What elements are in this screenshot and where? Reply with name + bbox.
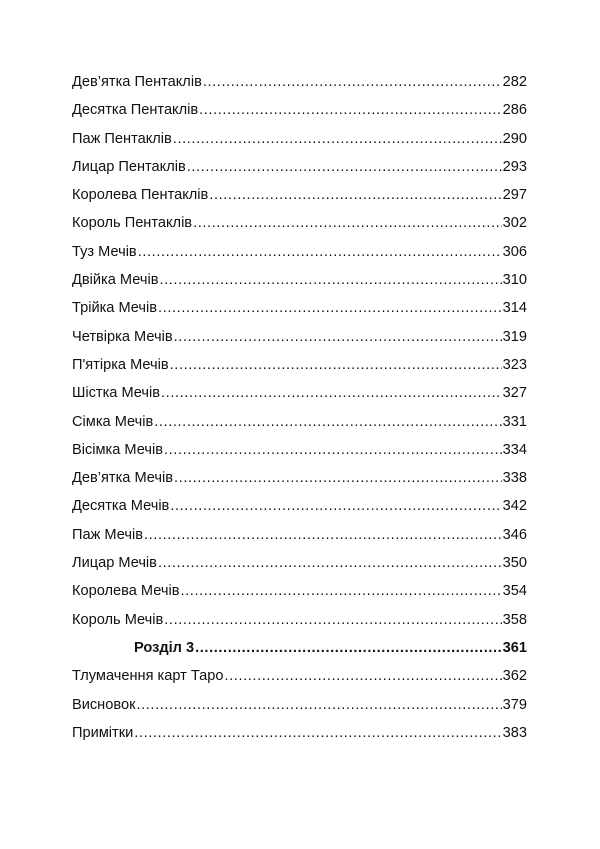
- toc-entry-page: 327: [502, 385, 527, 402]
- toc-entry-page: 323: [502, 356, 527, 373]
- toc-entry[interactable]: [72, 577, 527, 605]
- dot-leader: [209, 181, 501, 209]
- toc-entry[interactable]: [72, 492, 527, 520]
- dot-leader: [170, 492, 501, 520]
- dot-leader: [134, 719, 501, 747]
- toc-entry-label: Вісімка Мечів: [72, 441, 163, 458]
- dot-leader: [158, 549, 502, 577]
- dot-leader: [173, 125, 502, 153]
- dot-leader: [225, 662, 502, 690]
- dot-leader: [159, 266, 501, 294]
- dot-leader: [174, 323, 502, 351]
- toc-entry-label: Четвірка Мечів: [72, 328, 173, 345]
- dot-leader: [164, 606, 501, 634]
- toc-entry-page: 358: [502, 611, 527, 628]
- toc-entry-page: 319: [502, 328, 527, 345]
- dot-leader: [144, 521, 502, 549]
- toc-entry-page: 282: [502, 74, 527, 90]
- toc-entry[interactable]: [72, 549, 527, 577]
- toc-entry-page: 293: [502, 158, 527, 175]
- dot-leader: [154, 408, 501, 436]
- toc-entry-page: 346: [502, 526, 527, 543]
- toc-entry[interactable]: [72, 662, 527, 690]
- toc-entry-page: 302: [502, 215, 527, 232]
- toc-section-label: Розділ 3: [134, 639, 195, 656]
- toc-entry-label: Дев’ятка Пентаклів: [72, 74, 202, 90]
- dot-leader: [203, 68, 502, 96]
- toc-entry-page: 286: [502, 102, 527, 119]
- toc-entry-label: Тлумачення карт Таро: [72, 668, 224, 685]
- dot-leader: [199, 96, 502, 124]
- toc-entry-label: Десятка Мечів: [72, 498, 170, 515]
- dot-leader: [164, 436, 502, 464]
- toc-entry[interactable]: [72, 691, 527, 719]
- toc-entry-page: 350: [502, 555, 527, 572]
- toc-entry-label: Двійка Мечів: [72, 272, 159, 289]
- toc-entry-page: 331: [502, 413, 527, 430]
- dot-leader: [193, 209, 502, 237]
- toc-entry[interactable]: [72, 181, 527, 209]
- toc-entry-page: 290: [502, 130, 527, 147]
- toc-entry-label: Паж Мечів: [72, 526, 143, 543]
- toc-entry-label: Туз Мечів: [72, 243, 137, 260]
- toc-entry[interactable]: [72, 323, 527, 351]
- toc-entry-label: Дев’ятка Мечів: [72, 470, 174, 487]
- toc-entry[interactable]: [72, 436, 527, 464]
- toc-section-page: 361: [502, 639, 527, 656]
- dot-leader: [138, 238, 502, 266]
- dot-leader: [170, 351, 502, 379]
- toc-entry-label: Висновок: [72, 696, 136, 713]
- toc-entry-label: Сімка Мечів: [72, 413, 154, 430]
- toc-entry-label: Примітки: [72, 724, 134, 741]
- toc-entry-page: 310: [502, 272, 527, 289]
- toc-entry-page: 383: [502, 724, 527, 741]
- toc-entry[interactable]: [72, 238, 527, 266]
- toc-entry[interactable]: [72, 379, 527, 407]
- toc-entry[interactable]: [72, 153, 527, 181]
- dot-leader: [158, 294, 502, 322]
- toc-entry[interactable]: [72, 125, 527, 153]
- toc-entry-page: 342: [502, 498, 527, 515]
- toc-entry-page: 306: [502, 243, 527, 260]
- toc-entry[interactable]: [72, 521, 527, 549]
- toc-entry-label: Трійка Мечів: [72, 300, 158, 317]
- toc-entry-page: 354: [502, 583, 527, 600]
- toc-entry-label: Король Пентаклів: [72, 215, 193, 232]
- toc-entry-label: Паж Пентаклів: [72, 130, 172, 147]
- toc-entry-label: П'ятірка Мечів: [72, 356, 169, 373]
- table-of-contents: [72, 68, 527, 747]
- toc-entry-page: 379: [502, 696, 527, 713]
- toc-section-heading[interactable]: [72, 634, 527, 662]
- toc-entry-label: Королева Мечів: [72, 583, 180, 600]
- toc-entry-label: Король Мечів: [72, 611, 164, 628]
- dot-leader: [161, 379, 502, 407]
- toc-entry-label: Шістка Мечів: [72, 385, 161, 402]
- toc-entry-label: Десятка Пентаклів: [72, 102, 199, 119]
- toc-entry[interactable]: [72, 96, 527, 124]
- toc-entry-page: 338: [502, 470, 527, 487]
- toc-entry[interactable]: [72, 68, 527, 96]
- toc-entry-page: 362: [502, 668, 527, 685]
- toc-entry-label: Лицар Пентаклів: [72, 158, 186, 175]
- toc-entry[interactable]: [72, 266, 527, 294]
- dot-leader: [195, 634, 502, 662]
- toc-entry-page: 314: [502, 300, 527, 317]
- dot-leader: [136, 691, 501, 719]
- toc-entry-page: 297: [502, 187, 527, 204]
- toc-entry[interactable]: [72, 294, 527, 322]
- toc-entry[interactable]: [72, 719, 527, 747]
- toc-entry[interactable]: [72, 408, 527, 436]
- toc-entry[interactable]: [72, 464, 527, 492]
- toc-entry[interactable]: [72, 209, 527, 237]
- toc-entry-page: 334: [502, 441, 527, 458]
- dot-leader: [174, 464, 502, 492]
- toc-entry[interactable]: [72, 351, 527, 379]
- dot-leader: [187, 153, 502, 181]
- toc-entry[interactable]: [72, 606, 527, 634]
- toc-entry-label: Лицар Мечів: [72, 555, 157, 572]
- dot-leader: [180, 577, 501, 605]
- toc-entry-label: Королева Пентаклів: [72, 187, 209, 204]
